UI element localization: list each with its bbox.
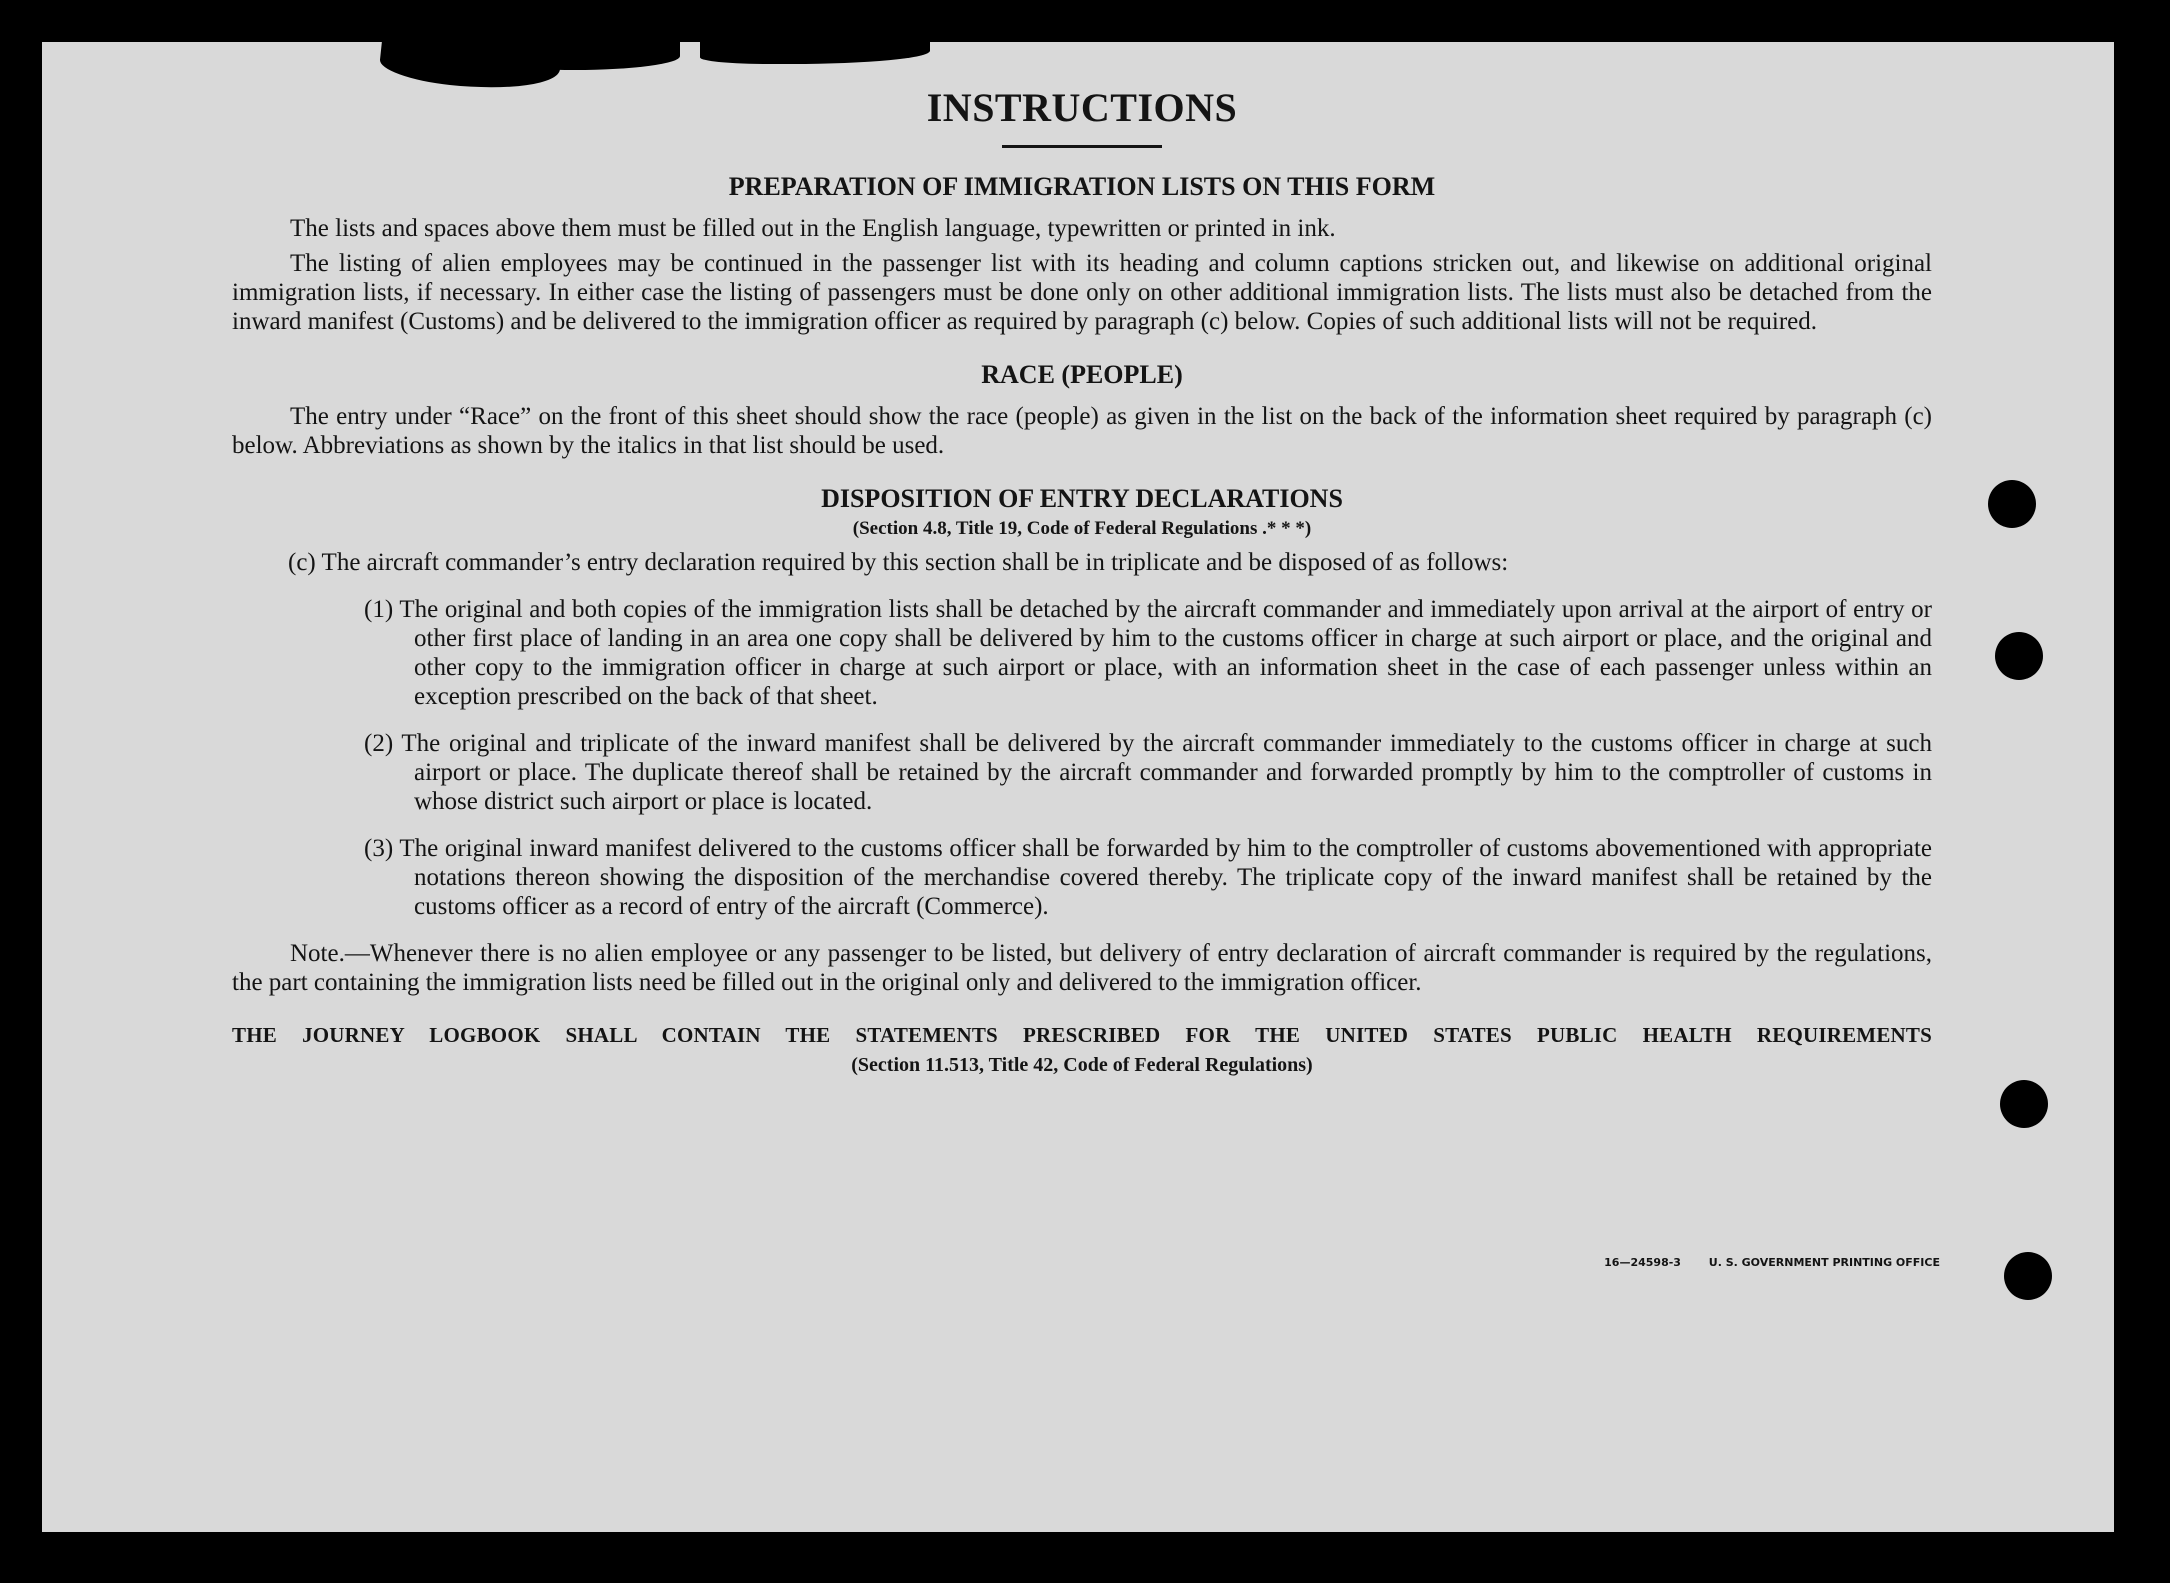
punch-hole [1988, 480, 2036, 528]
section-heading-preparation: PREPARATION OF IMMIGRATION LISTS ON THIS FORM [728, 172, 1436, 201]
title-underline [1002, 145, 1162, 148]
print-footer [1580, 1256, 1940, 1269]
list-item: (1) The original and both copies of the immigration lists shall be detached by the aircraft commander and immediately upon arrival at the airport of entry or other first place of landing in an area one copy shall be delivered by him to the customs officer in charge at such airport or place, and the original and other copy to the immigration officer in charge at such airport or place, with an information sheet in the case of each passenger unless within an exception prescribed on the back of that sheet. [364, 596, 1932, 710]
section-heading-race: RACE (PEOPLE) [981, 360, 1183, 389]
printer-credit: U. S. GOVERNMENT PRINTING OFFICE [1708, 1256, 1940, 1269]
form-number: 16—24598-3 [1604, 1256, 1681, 1269]
instructions-content [232, 84, 1932, 1077]
paragraph: The entry under “Race” on the front of this sheet should show the race (people) as given in the list on the back of the information sheet required by paragraph (c) below. Abbreviations as shown by the italics in that list should be used. [232, 403, 1932, 459]
section-reference: (Section 4.8, Title 19, Code of Federal Regulations .* * *) [852, 518, 1312, 539]
punch-hole [1995, 632, 2043, 680]
page-title: INSTRUCTIONS [926, 85, 1238, 130]
punch-hole [2004, 1252, 2052, 1300]
paragraph: The lists and spaces above them must be filled out in the English language, typewritten or printed in ink. [290, 215, 1336, 242]
paragraph-c: (c) The aircraft commander’s entry declaration required by this section shall be in triplicate and be disposed of as follows: [288, 549, 1509, 576]
punch-hole [2000, 1080, 2048, 1128]
torn-edge [470, 42, 680, 70]
list-item: (3) The original inward manifest delivered to the customs officer shall be forwarded by him to the comptroller of customs abovementioned with appropriate notations thereon showing the disposition of the merchandise covered thereby. The triplicate copy of the inward manifest shall be retained by the customs officer as a record of entry of the aircraft (Commerce). [364, 835, 1932, 920]
logbook-statement: THE JOURNEY LOGBOOK SHALL CONTAIN THE STATEMENTS PRESCRIBED FOR THE UNITED STATES PUBLIC HEALTH REQUIREMENTS [232, 1023, 1932, 1047]
section-heading-disposition: DISPOSITION OF ENTRY DECLARATIONS [821, 484, 1343, 513]
note-paragraph: Note.—Whenever there is no alien employee or any passenger to be listed, but delivery of entry declaration of aircraft commander is required by the regulations, the part containing the immigration lists need be filled out in the original only and delivered to the immigration officer. [232, 940, 1932, 996]
list-item: (2) The original and triplicate of the inward manifest shall be delivered by the aircraft commander immediately to the customs officer in charge at such airport or place. The duplicate thereof shall be retained by the aircraft commander and forwarded promptly by him to the comptroller of customs in whose district such airport or place is located. [364, 730, 1932, 815]
logbook-reference: (Section 11.513, Title 42, Code of Federal Regulations) [851, 1054, 1313, 1076]
paragraph: The listing of alien employees may be continued in the passenger list with its heading and column captions stricken out, and likewise on additional original immigration lists, if necessary. In either case the listing of passengers must be done only on other additional immigration lists. The lists must also be detached from the inward manifest (Customs) and be delivered to the immigration officer as required by paragraph (c) below. Copies of such additional lists will not be required. [232, 250, 1932, 335]
